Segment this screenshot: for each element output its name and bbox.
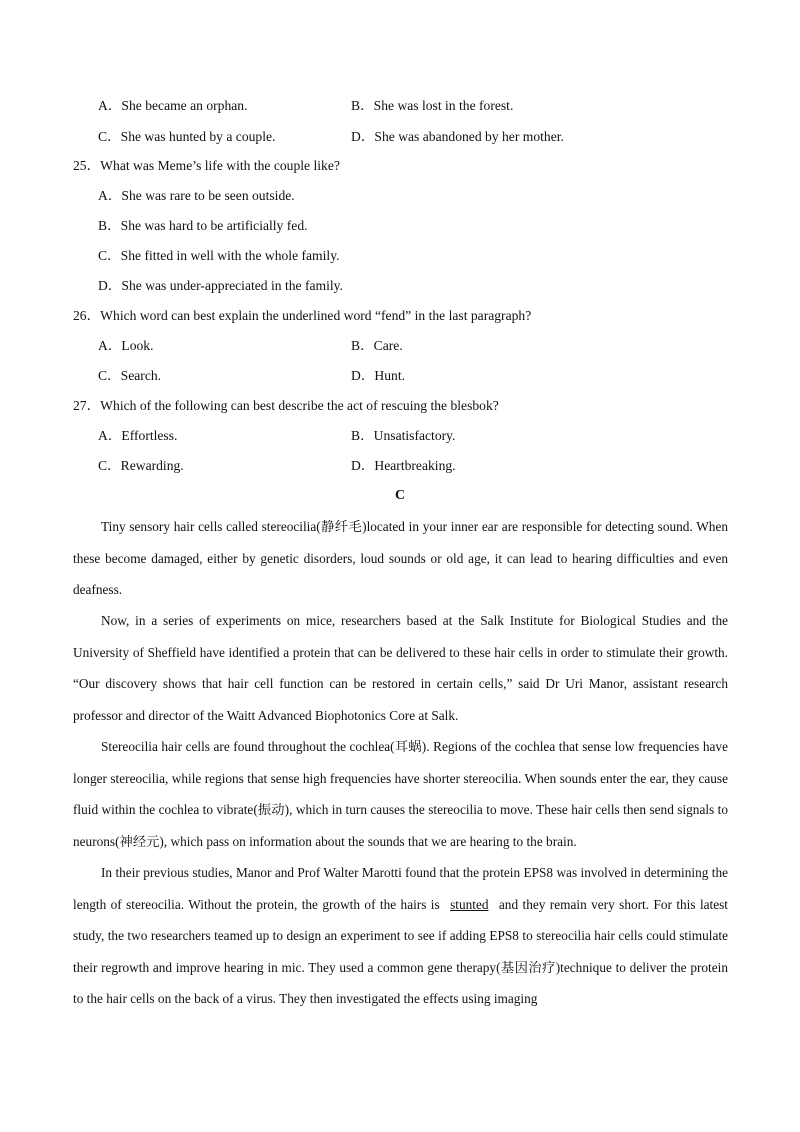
q24-option-a: A．She became an orphan. — [98, 98, 248, 113]
q25-option-c: C．She fitted in well with the whole family. — [98, 248, 340, 263]
q26-stem: 26．Which word can best explain the underlined word “fend” in the last paragraph? — [73, 308, 532, 323]
paragraph-4-text-before: In their previous studies, Manor and Prof Walter Marotti found that the protein EPS8 was involved in determining the length of stereocilia. Without the protein, the growth of the hairs is — [73, 865, 728, 912]
q25-option-a: A．She was rare to be seen outside. — [98, 188, 295, 203]
q25-option-d: D．She was under-appreciated in the family. — [98, 278, 343, 293]
q25-stem: 25．What was Meme’s life with the couple like? — [73, 158, 340, 173]
paragraph-4-text-after: and they remain very short. For this latest study, the two researchers teamed up to design an experiment to see if adding EPS8 to stereocilia hair cells could stimulate their regrowth and improve hearing in mic. They used a common gene therapy(基因治疗)technique to deliver the protein to the hair cells on the back of a virus. They then investigated the effects using imaging — [73, 896, 729, 1007]
passage-paragraph-3: Stereocilia hair cells are found throughout the cochlea(耳蜗). Regions of the cochlea that sense low frequencies have longer stereocilia, while regions that sense high frequencies have shorter stereocilia. When sounds enter the ear, they cause fluid within the cochlea to vibrate(振动), which in turn causes the stereocilia to move. These hair cells then send signals to neurons(神经元), which pass on information about the sounds that we are hearing to the brain. — [73, 739, 728, 849]
q26-option-b: B．Care. — [351, 338, 403, 353]
passage-paragraph-1: Tiny sensory hair cells called stereocilia(静纤毛)located in your inner ear are responsible for detecting sound. When these become damaged, either by genetic disorders, loud sounds or old age, it can lead to hearing difficulties and even deafness. — [73, 519, 728, 598]
q24-option-d: D．She was abandoned by her mother. — [351, 129, 564, 144]
q27-option-b: B．Unsatisfactory. — [351, 428, 456, 443]
q24-option-b: B．She was lost in the forest. — [351, 98, 514, 113]
q27-stem: 27．Which of the following can best describe the act of rescuing the blesbok? — [73, 398, 499, 413]
q27-option-c: C．Rewarding. — [98, 458, 184, 473]
q26-option-a: A．Look. — [98, 338, 154, 353]
q24-option-c: C．She was hunted by a couple. — [98, 129, 276, 144]
q26-option-d: D．Hunt. — [351, 368, 405, 383]
passage-paragraph-4 — [73, 857, 728, 1015]
passage-paragraph-2: Now, in a series of experiments on mice, researchers based at the Salk Institute for Biological Studies and the University of Sheffield have identified a protein that can be delivered to these hair cells in order to stimulate their growth. “Our discovery shows that hair cell function can be restored in certain cells,” said Dr Uri Manor, assistant research professor and director of the Waitt Advanced Biophotonics Core at Salk. — [73, 613, 728, 723]
q27-option-a: A．Effortless. — [98, 428, 178, 443]
q26-option-c: C．Search. — [98, 368, 162, 383]
q25-option-b: B．She was hard to be artificially fed. — [98, 218, 308, 233]
q27-option-d: D．Heartbreaking. — [351, 458, 456, 473]
underlined-word-stunted: stunted — [450, 896, 489, 912]
section-heading: C — [394, 488, 406, 503]
